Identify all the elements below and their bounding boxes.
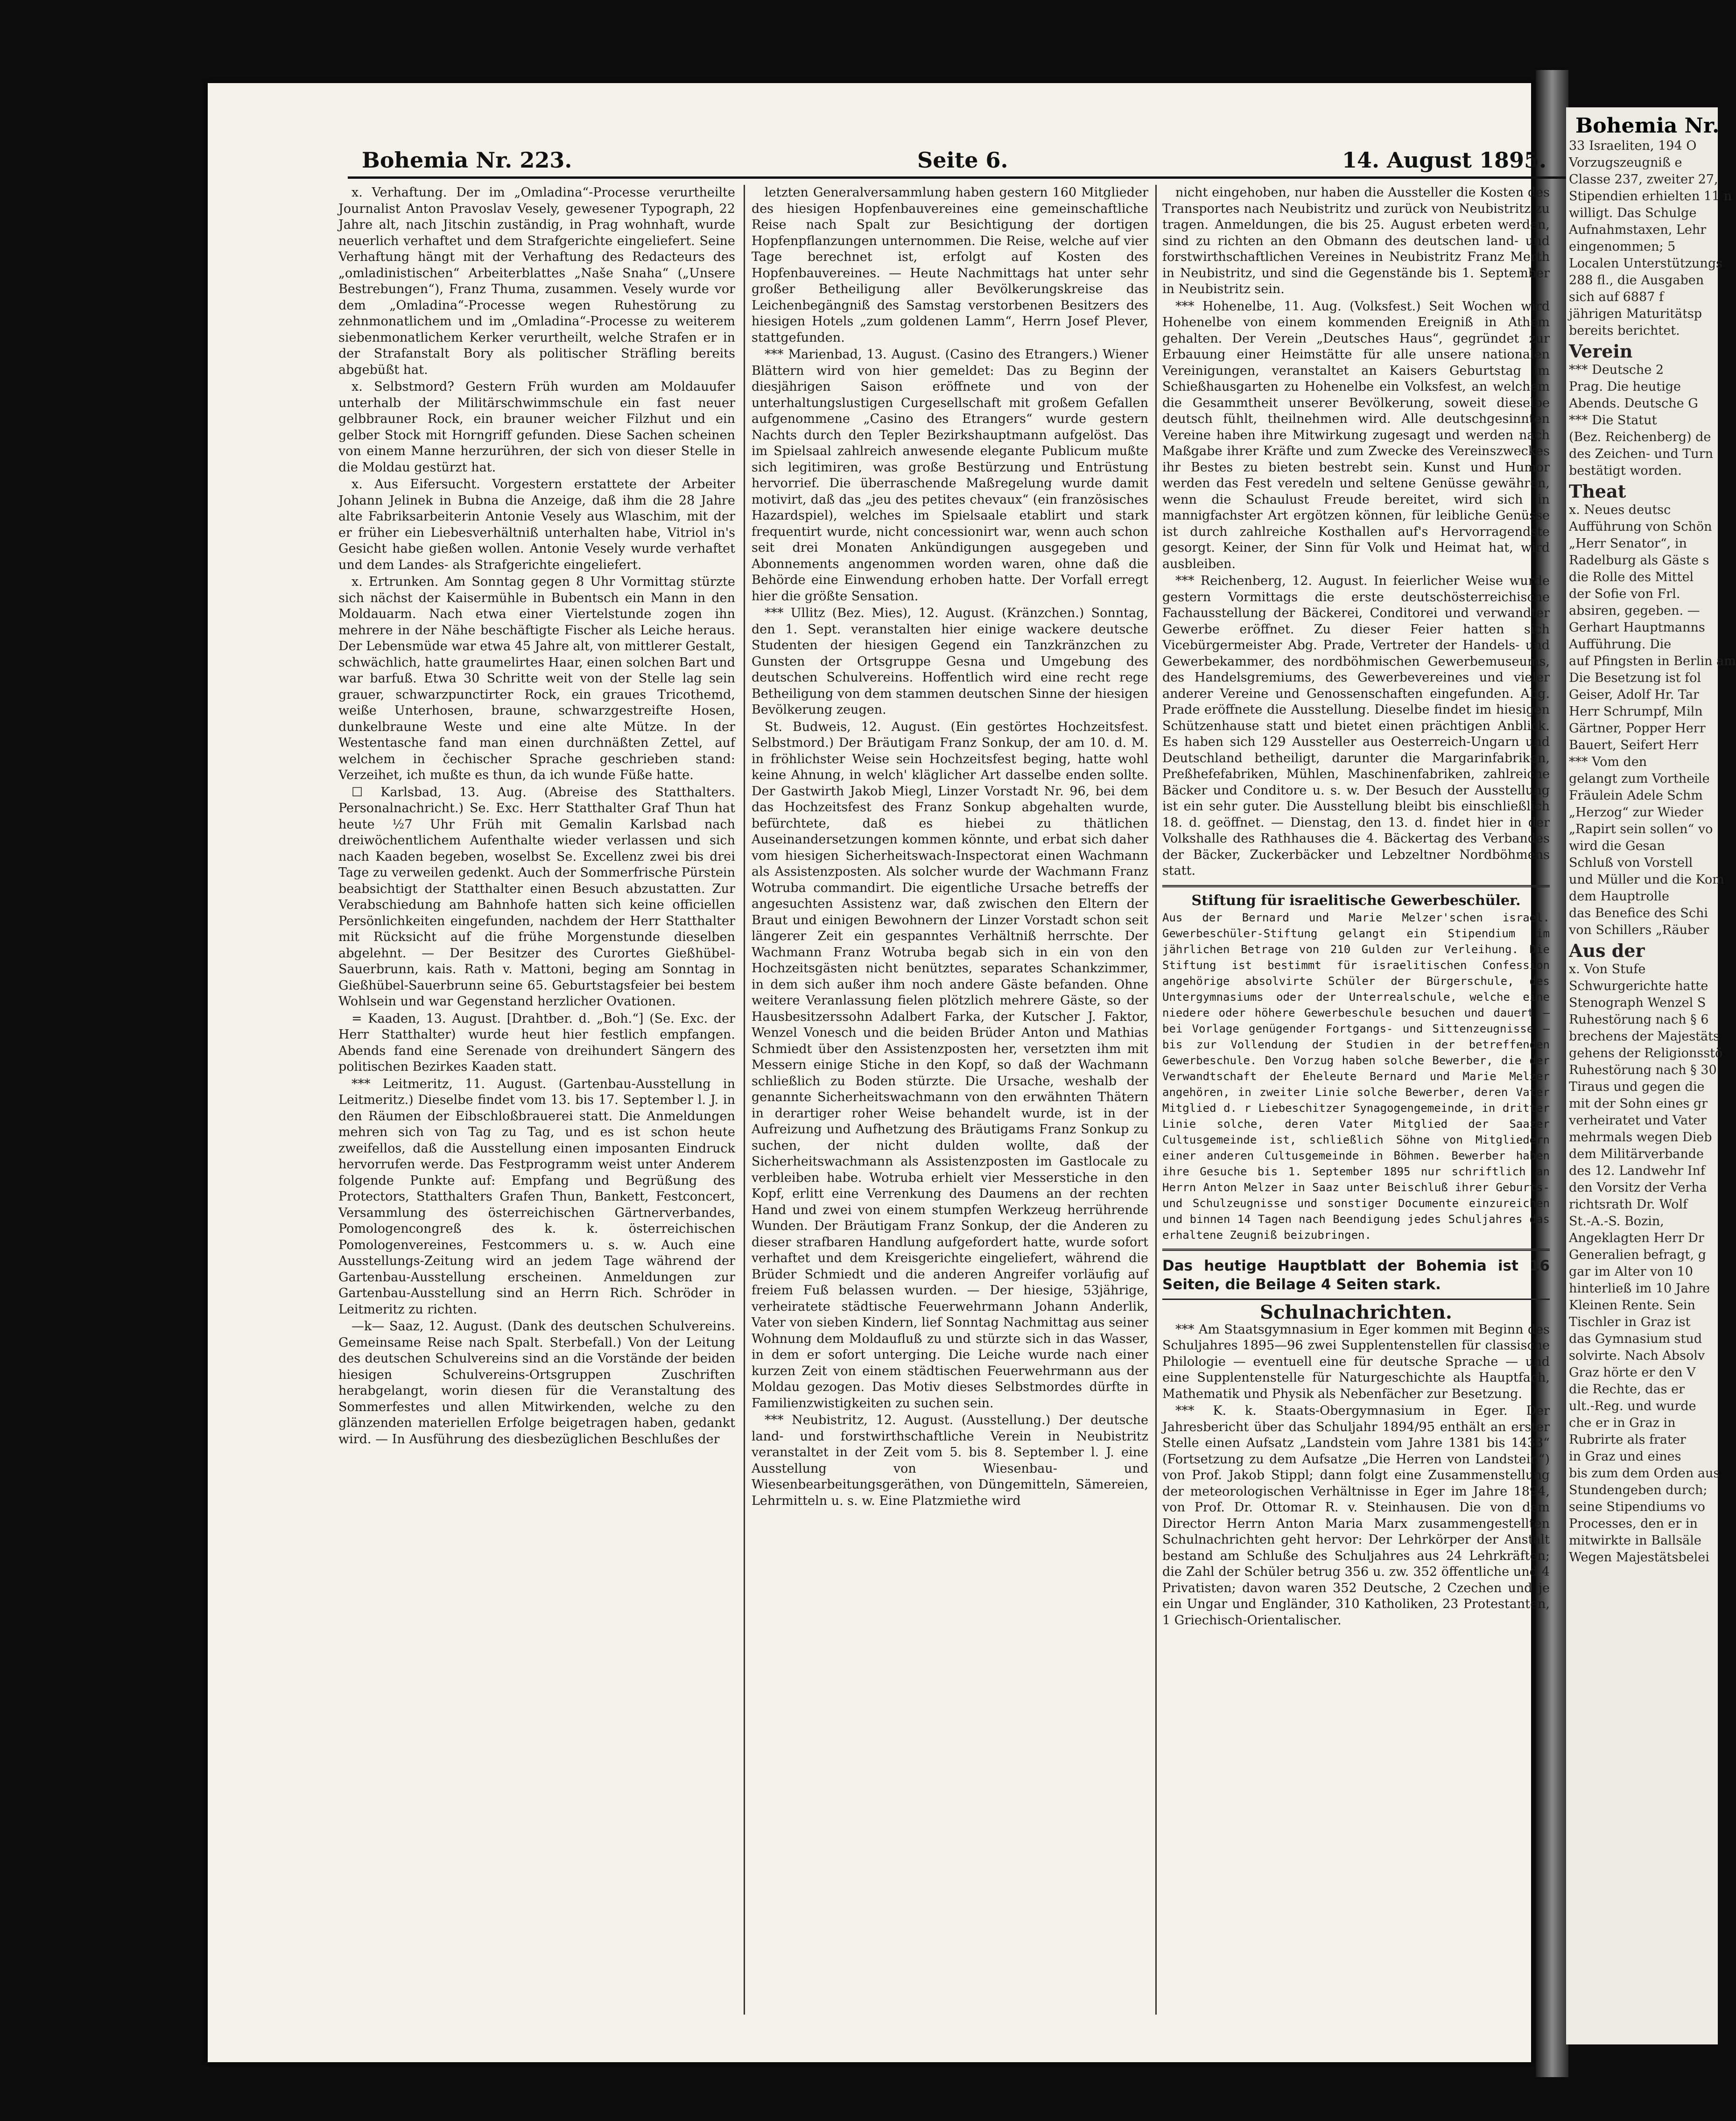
adjacent-masthead: Bohemia Nr. [1575,114,1720,138]
adjacent-text-line: die Rechte, das er [1569,1382,1685,1397]
adjacent-text-line: 288 fl., die Ausgaben [1569,273,1704,288]
column-divider [744,185,745,2015]
adjacent-text-line: solvirte. Nach Absolv [1569,1348,1705,1363]
article: x. Selbstmord? Gestern Früh wurden am Moldauufer unterhalb der Militärschwimmschule ein fast neuer gelbbrauner Rock, ein brauner weicher Filzhut und ein gelber Stock mit Horngriff gefunden. Diese Sachen scheinen von einem Manne herzurühren, der sich von dieser Stelle in die Moldau gestürzt hat. [338,379,735,475]
article: *** Hohenelbe, 11. Aug. (Volksfest.) Seit Wochen wird Hohenelbe von einem kommenden Ereigniß in Athem gehalten. Der Verein „Deutsches Haus“, gegründet zur Erbauung einer Heimstätte für alle unsere nationalen Vereinigungen, veranstaltet an Kaisers Geburtstag im Schießhausgarten zu Hohenelbe ein Volksfest, an welchem die Gesammtheit unserer Bevölkerung, soweit dieselbe deutsch fühlt, theilnehmen wird. Alle deutschgesinnten Vereine haben ihre Mitwirkung zugesagt und werden nach Maßgabe ihrer Kräfte und zum Zwecke des Vereinszweckes ihr Bestes zu bieten bestrebt sein. Kunst und Humor werden das Fest veredeln und seltene Genüsse gewähren, wenn die Schaulust Freude bereitet, wird sich in mannigfachster Art ergötzen können, für leibliche Genüsse ist durch zahlreiche Kosthallen auf's Hervorragendste gesorgt. Keiner, der Sinn für Volk und Heimat hat, wird ausbleiben. [1162,299,1550,571]
adjacent-text-line: Herr Schrumpf, Miln [1569,704,1703,719]
adjacent-text-line: das Gymnasium stud [1569,1332,1702,1346]
column-1 [338,185,735,2015]
masthead-issue: Bohemia Nr. 223. [362,147,572,173]
adjacent-text-line: „Herzog“ zur Wieder [1569,805,1703,820]
article: = Kaaden, 13. August. [Drahtber. d. „Boh.“] (Se. Exc. der Herr Statthalter) wurde heut hier festlich empfangen. Abends fand eine Serenade von dreihundert Sängern des politischen Bezirkes Kaaden statt. [338,1011,735,1074]
header-rule [348,176,1659,179]
adjacent-text-line: Schwurgerichte hatte [1569,979,1708,993]
adjacent-text-line: jährigen Maturitätsp [1569,307,1702,321]
issue-date: 14. August 1895. [1342,147,1546,173]
adjacent-text-line: eingenommen; 5 [1569,239,1676,254]
adjacent-text-line: auf Pfingsten in Berlin am [1569,654,1736,668]
section-rule [1162,1249,1550,1251]
adjacent-text-line: *** Die Statut [1569,413,1657,428]
adjacent-section-heading: Aus der [1569,940,1645,961]
adjacent-text-line: sich auf 6887 f [1569,290,1664,304]
adjacent-text-line: gelangt zum Vortheile [1569,772,1710,786]
article: x. Verhaftung. Der im „Omladina“-Processe verurtheilte Journalist Anton Pravoslav Vesely, gewesener Typograph, 22 Jahre alt, nach Jitschin zuständig, in Prag wohnhaft, wurde neuerlich verhaftet und dem Strafgerichte eingeliefert. Seine Verhaftung hängt mit der Verhaftung des Redacteurs des „omladinistischen“ Arbeiterblattes „Naše Snaha“ („Unsere Bestrebungen“), Franz Thuma, zusammen. Vesely wurde vor dem „Omladina“-Processe wegen Ruhestörung zu zehnmonatlichem und im „Omladina“-Processe zu weiterem siebenmonatlichem Kerker verurtheilt, welche Strafen er in der Strafanstalt Bory als politischer Sträfling bereits abgebüßt hat. [338,185,735,377]
adjacent-text-line: Geiser, Adolf Hr. Tar [1569,688,1699,702]
adjacent-text-line: Wegen Majestätsbelei [1569,1550,1709,1565]
adjacent-text-line: wird die Gesan [1569,839,1665,853]
adjacent-text-line: bereits berichtet. [1569,323,1680,338]
adjacent-text-line: das Benefice des Schi [1569,906,1708,920]
adjacent-text-line: hinterließ im 10 Jahre [1569,1281,1710,1296]
adjacent-text-line: Fräulein Adele Schm [1569,788,1703,803]
adjacent-text-line: Gerhart Hauptmanns [1569,620,1705,635]
adjacent-text-line: x. Von Stufe [1569,962,1646,976]
adjacent-text-line: Ruhestörung nach § 6 [1569,1012,1709,1027]
adjacent-text-line: Classe 237, zweiter 27, [1569,172,1718,187]
article: *** Marienbad, 13. August. (Casino des Etrangers.) Wiener Blättern wird von hier gemeldet: Das zu Beginn der diesjährigen Saison eröffnete und von der unterhaltungslustigen Curgesellschaft mit großem Gefallen aufgenommene „Casino des Etrangers“ wurde gestern Nachts durch den Tepler Bezirkshauptmann aufgelöst. Das im Spielsaal zahlreich anwesende elegante Publicum mußte sich legitimiren, was große Bestürzung und Entrüstung hervorrief. Die überraschende Maßregelung wurde damit motivirt, daß das „jeu des petites chevaux“ (ein französisches Hazardspiel), welches im Spielsaale etablirt und stark frequentirt wurde, nicht concessionirt war, wenn auch schon seit drei Monaten Ankündigungen ausgegeben und Abonnements angenommen worden waren, ohne daß die Behörde eine Einwendung erhoben hatte. Der Vorfall erregt hier die größte Sensation. [752,347,1148,604]
adjacent-text-line: dem Hauptrolle [1569,889,1670,904]
adjacent-text-line: brechens der Majestäts [1569,1029,1720,1044]
adjacent-text-line: Rubrirte als frater [1569,1433,1686,1447]
adjacent-text-line: x. Neues deutsc [1569,503,1671,517]
adjacent-text-line: *** Vom den [1569,755,1647,769]
adjacent-page-fragment [1566,107,1736,2044]
adjacent-section-heading: Theat [1569,481,1626,502]
adjacent-text-line: Vorzugszeugniß e [1569,155,1682,170]
adjacent-text-line: des 12. Landwehr Inf [1569,1164,1705,1178]
adjacent-text-line: Stundengeben durch; [1569,1483,1708,1497]
adjacent-text-line: 33 Israeliten, 194 O [1569,139,1697,153]
adjacent-text-line: mit der Sohn eines gr [1569,1096,1708,1111]
adjacent-text-line: von Schillers „Räuber [1569,923,1709,937]
adjacent-text-line: *** Deutsche 2 [1569,363,1664,377]
article: ☐ Karlsbad, 13. Aug. (Abreise des Statthalters. Personalnachricht.) Se. Exc. Herr Statthalter Graf Thun hat heute ½7 Uhr Früh mit Gemalin Karlsbad nach dreiwöchentlichem Aufenthalte wieder verlassen und sich nach Kaaden begeben, woselbst Se. Excellenz zwei bis drei Tage zu verweilen gedenkt. Auch der Sommerfrische Pürstein beabsichtigt der Statthalter einen Besuch abzustatten. Zur Verabschiedung am Bahnhofe hatten sich keine officiellen Persönlichkeiten eingefunden, nachdem der Herr Statthalter mit Rücksicht auf die frühe Morgenstunde dieselben abgelehnt. — Der Besitzer des Curortes Gießhübel-Sauerbrunn, kais. Rath v. Mattoni, beging am Sonntag in Gießhübel-Sauerbrunn seine 65. Geburtstagsfeier bei bestem Wohlsein und war Gegenstand herzlicher Ovationen. [338,785,735,1009]
adjacent-text-line: Bauert, Seifert Herr [1569,738,1698,752]
adjacent-text-line: absiren, gegeben. — [1569,604,1700,618]
adjacent-section-heading: Verein [1569,341,1633,362]
adjacent-text-line: Aufführung. Die [1569,637,1672,652]
adjacent-text-line: (Bez. Reichenberg) de [1569,430,1711,444]
adjacent-text-line: Graz hörte er den V [1569,1365,1696,1380]
article: *** K. k. Staats-Obergymnasium in Eger. Der Jahresbericht über das Schuljahr 1894/95 enthält an erster Stelle einen Aufsatz „Landstein vom Jahre 1381 bis 1433“ (Fortsetzung zu dem Aufsatze „Die Herren von Landstein“) von Prof. Jakob Stippl; dann folgt eine Zusammenstellung der meteorologischen Verhältnisse in Eger im Jahre 1894, von Prof. Dr. Ottomar R. v. Steinhausen. Die von dem Director Herrn Anton Maria Marx zusammengestellten Schulnachrichten geht hervor: Der Lehrkörper der Anstalt bestand am Schluße des Schuljahres aus 24 Lehrkräften; die Zahl der Schüler betrug 356 u. zw. 352 öffentliche und 4 Privatisten; davon waren 352 Deutsche, 2 Czechen und je ein Ungar und Engländer, 310 Katholiken, 23 Protestanten, 1 Griechisch-Orientalischer. [1162,1404,1550,1628]
adjacent-text-line: Ruhestörung nach § 30 [1569,1063,1717,1077]
adjacent-text-line: Stipendien erhielten 11 n [1569,189,1732,204]
article: *** Am Staatsgymnasium in Eger kommen mit Beginn des Schuljahres 1895—96 zwei Supplentenstellen für classische Philologie — eventuell eine für deutsche Sprache — und eine Supplentenstelle für Naturgeschichte als Hauptfach, Mathematik und Physik als Nebenfächer zur Besetzung. [1162,1322,1550,1401]
page-count-notice: Das heutige Hauptblatt der Bohemia ist 16 Seiten, die Beilage 4 Seiten stark. [1162,1257,1550,1293]
newspaper-page [208,83,1550,2062]
adjacent-text-line: Prag. Die heutige [1569,379,1681,394]
article: *** Leitmeritz, 11. August. (Gartenbau-Ausstellung in Leitmeritz.) Dieselbe findet vom 13. bis 17. September l. J. in den Räumen der Eibschloßbrauerei statt. Die Anmeldungen mehren sich von Tag zu Tag, und es ist schon heute zweifellos, daß die Ausstellung einen imposanten Eindruck hervorrufen werde. Das Festprogramm weist unter Anderem folgende Punkte auf: Empfang und Begrüßung des Protectors, Statthalters Grafen Thun, Bankett, Festconcert, Versammlung des österreichischen Gärtnerverbandes, Pomologencongreß des k. k. österreichischen Pomologenvereines, Festcommers u. s. w. Auch eine Ausstellungs-Zeitung wird an jedem Tage während der Gartenbau-Ausstellung erscheinen. Anmeldungen zur Gartenbau-Ausstellung sind an Herrn Rich. Schröder in Leitmeritz zu richten. [338,1076,735,1317]
adjacent-text-line: Schluß von Vorstell [1569,856,1693,870]
column-2 [752,185,1148,2015]
adjacent-text-line: Tischler in Graz ist [1569,1315,1691,1329]
adjacent-text-line: „Rapirt sein sollen“ vo [1569,822,1713,836]
advertisement-title: Stiftung für israelitische Gewerbeschüler. [1191,892,1521,909]
adjacent-text-line: gehens der Religionsstö [1569,1046,1723,1060]
article: *** Reichenberg, 12. August. In feierlicher Weise wurde gestern Vormittags die erste deutschösterreichische Fachausstellung der Bäckerei, Conditorei und verwandter Gewerbe eröffnet. Zu dieser Feier hatten sich Vicebürgermeister Abg. Prade, Vertreter der Handels- und Gewerbekammer, des nordböhmischen Gewerbemuseums, des Handelsgremiums, des Gewerbevereines und vieler anderer Vereine und Genossenschaften eingefunden. Abg. Prade eröffnete die Ausstellung. Dieselbe findet im hiesigen Schützenhause statt und bietet einen prächtigen Anblick. Es haben sich 129 Aussteller aus Oesterreich-Ungarn und Deutschland betheiligt, darunter die Margarinfabriken, Preßhefefabriken, Mühlen, Maschinenfabriken, zahlreiche Bäcker und Conditore u. s. w. Der Besuch der Ausstellung ist ein sehr guter. Die Ausstellung bleibt bis einschließlich 18. d. geöffnet. — Dienstag, den 13. d. findet hier in der Volkshalle des Rathhauses die 4. Bäckertag des Verbandes der Bäcker, Zuckerbäcker und Lebzeltner Nordböhmens statt. [1162,574,1550,878]
adjacent-text-line: den Vorsitz der Verha [1569,1180,1707,1195]
adjacent-text-line: die Rolle des Mittel [1569,570,1694,584]
adjacent-text-line: richtsrath Dr. Wolf [1569,1197,1688,1212]
adjacent-text-line: verheiratet und Vater [1569,1113,1707,1128]
adjacent-text-line: mitwirkte in Ballsäle [1569,1533,1701,1548]
adjacent-text-line: Radelburg als Gäste s [1569,553,1709,568]
adjacent-text-line: St.-A.-S. Bozin, [1569,1214,1664,1229]
section-rule [1162,885,1550,887]
page-number: Seite 6. [917,147,1008,173]
adjacent-text-line: seine Stipendiums vo [1569,1500,1705,1514]
adjacent-text-line: Abends. Deutsche G [1569,396,1698,411]
adjacent-text-line: Generalien befragt, g [1569,1248,1706,1262]
article: nicht eingehoben, nur haben die Aussteller die Kosten des Transportes nach Neubistritz und zurück von Neubistritz zu tragen. Anmeldungen, die bis 25. August erbeten werden, sind zu richten an den Obmann des deutschen land- und forstwirthschaftlichen Vereines in Neubistritz Franz Merth in Neubistritz, und sind die Gegenstände bis 1. September in Neubistritz sein. [1162,185,1550,296]
adjacent-text-line: Die Besetzung ist fol [1569,671,1701,685]
adjacent-text-line: mehrmals wegen Dieb [1569,1130,1712,1145]
adjacent-text-line: Kleinen Rente. Sein [1569,1298,1695,1313]
adjacent-text-line: Processes, den er in [1569,1517,1698,1531]
adjacent-text-line: des Zeichen- und Turn [1569,447,1713,461]
adjacent-text-line: „Herr Senator“, in [1569,536,1687,551]
adjacent-text-line: gar im Alter von 10 [1569,1264,1693,1279]
article: —k— Saaz, 12. August. (Dank des deutschen Schulvereins. Gemeinsame Reise nach Spalt. Sterbefall.) Von der Leitung des deutschen Schulvereins sind an die Vorstände der beiden hiesigen Schulvereins-Ortsgruppen Zuschriften herabgelangt, worin diesen für die Veranstaltung des Sommerfestes und allen Mitwirkenden, welche zu den glänzenden materiellen Erfolge beigetragen haben, gedankt wird. — In Ausführung des diesbezüglichen Beschlußes der [338,1319,735,1447]
article: *** Ullitz (Bez. Mies), 12. August. (Kränzchen.) Sonntag, den 1. Sept. veranstalten hier einige wackere deutsche Studenten der hiesigen Gegend ein Tanzkränzchen zu Gunsten der Ortsgruppe Gesna und Umgebung des deutschen Schulvereins. Hoffentlich wird eine recht rege Betheiligung von dem stammen deutschen Sinne der hiesigen Bevölkerung zeugen. [752,606,1148,717]
adjacent-text-line: dem Militärverbande [1569,1147,1704,1161]
adjacent-text-line: Aufnahmstaxen, Lehr [1569,223,1707,237]
section-rule [1162,1299,1550,1300]
adjacent-text-line: bis zum dem Orden aus [1569,1466,1720,1481]
adjacent-text-line: Stenograph Wenzel S [1569,996,1706,1010]
adjacent-text-line: Angeklagten Herr Dr [1569,1231,1704,1245]
column-divider [1155,185,1157,2015]
adjacent-text-line: che er in Graz in [1569,1416,1676,1430]
adjacent-text-line: und Müller und die Kom [1569,872,1724,887]
adjacent-text-line: in Graz und eines [1569,1449,1681,1464]
adjacent-text-line: ult.-Reg. und wurde [1569,1399,1696,1413]
column-3 [1162,185,1550,2015]
section-title: Schulnachrichten. [1260,1301,1452,1323]
adjacent-text-line: der Sofie von Frl. [1569,587,1680,601]
adjacent-text-line: Aufführung von Schön [1569,520,1712,534]
adjacent-text-line: Localen Unterstützungs [1569,256,1722,271]
article: *** Neubistritz, 12. August. (Ausstellung.) Der deutsche land- und forstwirthschaftliche Verein in Neubistritz veranstaltet in der Zeit vom 5. bis 8. September l. J. eine Ausstellung von Wiesenbau- und Wiesenbearbeitungsgeräthen, von Düngemitteln, Sämereien, Lehrmitteln u. s. w. Eine Platzmiethe wird [752,1413,1148,1508]
adjacent-text-line: bestätigt worden. [1569,464,1682,478]
article: x. Ertrunken. Am Sonntag gegen 8 Uhr Vormittag stürzte sich nächst der Kaisermühle in Bubentsch ein Mann in den Moldauarm. Nach etwa einer Viertelstunde zogen ihn mehrere in der Nähe beschäftigte Fischer als Leiche heraus. Der Lebensmüde war etwa 45 Jahre alt, von mittlerer Gestalt, schwächlich, hatte graumelirtes Haar, einen solchen Bart und war barfuß. Etwa 30 Schritte weit von der Stelle lag sein grauer, schwarzpunctirter Rock, ein graues Tricothemd, weiße Unterhosen, braune, schwarzgestreifte Hosen, dunkelbraune Weste und eine alte Mütze. In der Westentasche fand man einen durchnäßten Zettel, auf welchem in čechischer Sprache geschrieben stand: Verzeihet, ich mußte es thun, da ich wunde Füße hatte. [338,575,735,782]
article: letzten Generalversammlung haben gestern 160 Mitglieder des hiesigen Hopfenbauvereines eine gemeinschaftliche Reise nach Spalt zur Besichtigung der dortigen Hopfenpflanzungen unternommen. Die Reise, welche auf vier Tage berechnet ist, erfolgt auf Kosten des Hopfenbauvereines. — Heute Nachmittags hat unter sehr großer Betheiligung aller Bevölkerungskreise das Leichenbegängniß des Samstag verstorbenen Besitzers des hiesigen Hotels „zum goldenen Lamm“, Herrn Josef Plever, stattgefunden. [752,185,1148,345]
adjacent-text-line: Tiraus und gegen die [1569,1080,1705,1094]
advertisement-body: Aus der Bernard und Marie Melzer'schen israel. Gewerbeschüler-Stiftung gelangt ein Stipendium im jährlichen Betrage von 210 Gulden zur Verleihung. Die Stiftung ist bestimmt für israelitischen Confession angehörige absolvirte Schüler der Bürgerschule, des Untergymnasiums oder der Unterrealschule, welche eine niedere oder höhere Gewerbeschule besuchen und dauert — bei Vorlage genügender Fortgangs- und Sittenzeugnisse — bis zur Vollendung der Studien in der betreffenden Gewerbeschule. Den Vorzug haben solche Bewerber, die der Verwandtschaft der Eheleute Bernard und Marie Melzer angehören, in zweiter Linie solche Bewerber, deren Vater Mitglied d. r Liebeschitzer Synagogengemeinde, in dritter Linie solche, deren Vater Mitglied der Saazer Cultusgemeinde ist, schließlich Söhne von Mitgliedern einer anderen Cultusgemeinde in Böhmen. Bewerber haben ihre Gesuche bis 1. September 1895 nur schriftlich an Herrn Anton Melzer in Saaz unter Beischluß ihrer Geburts- und Schulzeugnisse und sonstiger Documente einzureichen und binnen 14 Tagen nach Beendigung jedes Schuljahres das erhaltene Zeugniß beizubringen. [1162,911,1550,1242]
article: St. Budweis, 12. August. (Ein gestörtes Hochzeitsfest. Selbstmord.) Der Bräutigam Franz Sonkup, der am 10. d. M. in fröhlichster Weise sein Hochzeitsfest beging, hatte wohl keine Ahnung, in welch' kläglicher Art dasselbe enden sollte. Der Gastwirth Jakob Miegl, Linzer Vorstadt Nr. 96, bei dem das Hochzeitsfest des Franz Sonkup abgehalten wurde, befürchtete, daß es hiebei zu thätlichen Auseinandersetzungen kommen könnte, und erbat sich daher vom hiesigen Sicherheitswach-Inspectorat einen Wachmann als Assistenzposten. Als solcher wurde der Wachmann Franz Wotruba commandirt. Die eigentliche Ursache betreffs der angesuchten Assistenz war, daß zwischen den Eltern der Braut und einigen Bewohnern der Linzer Vorstadt schon seit längerer Zeit ein gespanntes Verhältniß herrschte. Der Wachmann Franz Wotruba begab sich in ein von den Hochzeitsgästen nicht benütztes, separates Schankzimmer, in dem sich außer ihm noch andere Gäste befanden. Ohne weitere Veranlassung fielen plötzlich mehrere Gäste, so der Hausbesitzerssohn Adalbert Farka, der Kutscher J. Faktor, Wenzel Vonesch und die beiden Brüder Anton und Mathias Schmiedt über den Assistenzposten her, versetzten ihm mit Messern einige Stiche in den Kopf, so daß der Wachmann schließlich zu Boden stürzte. Die Ursache, weshalb der genannte Sicherheitswachmann von den erwähnten Thätern in derartiger roher Weise behandelt wurde, ist in der Aufreizung und Aufhetzung des Bräutigams Franz Sonkup zu suchen, der nicht dulden wollte, daß der Sicherheitswachmann als Assistenzposten im Gastlocale zu verbleiben habe. Wotruba erhielt vier Messerstiche in den Kopf, erlitt eine Verrenkung des Daumens an der rechten Hand und zwei von einem stumpfen Werkzeug herrührende Wunden. Der Bräutigam Franz Sonkup, der die Anderen zu dieser strafbaren Handlung aufgefordert hatte, wurde sofort verhaftet und dem Kreisgerichte eingeliefert, während die Brüder Schmiedt und die anderen Angreifer vorläufig auf freiem Fuß belassen wurden. — Der hiesige, 53jährige, verheiratete städtische Feuerwehrmann Johann Anderlik, Vater von sieben Kindern, lief Sonntag Nachmittag aus seiner Wohnung dem Moldaufluß zu und stürzte sich in das Wasser, in dem er sofort unterging. Die Leiche wurde nach einer kurzen Zeit von einem städtischen Feuerwehrmann aus der Moldau gezogen. Das Motiv dieses Selbstmordes dürfte in Familienzwistigkeiten zu suchen sein. [752,719,1148,1411]
adjacent-text [1569,138,1736,1566]
adjacent-text-line: willigt. Das Schulge [1569,206,1697,220]
adjacent-text-line: Gärtner, Popper Herr [1569,721,1706,736]
article: x. Aus Eifersucht. Vorgestern erstattete der Arbeiter Johann Jelinek in Bubna die Anzeige, daß ihm die 28 Jahre alte Fabriksarbeiterin Antonie Vesely aus Wlaschim, mit der er früher ein Liebesverhältniß unterhalten habe, Vitriol in's Gesicht habe gießen wollen. Antonie Vesely wurde verhaftet und dem Landes- als Strafgerichte eingeliefert. [338,477,735,572]
